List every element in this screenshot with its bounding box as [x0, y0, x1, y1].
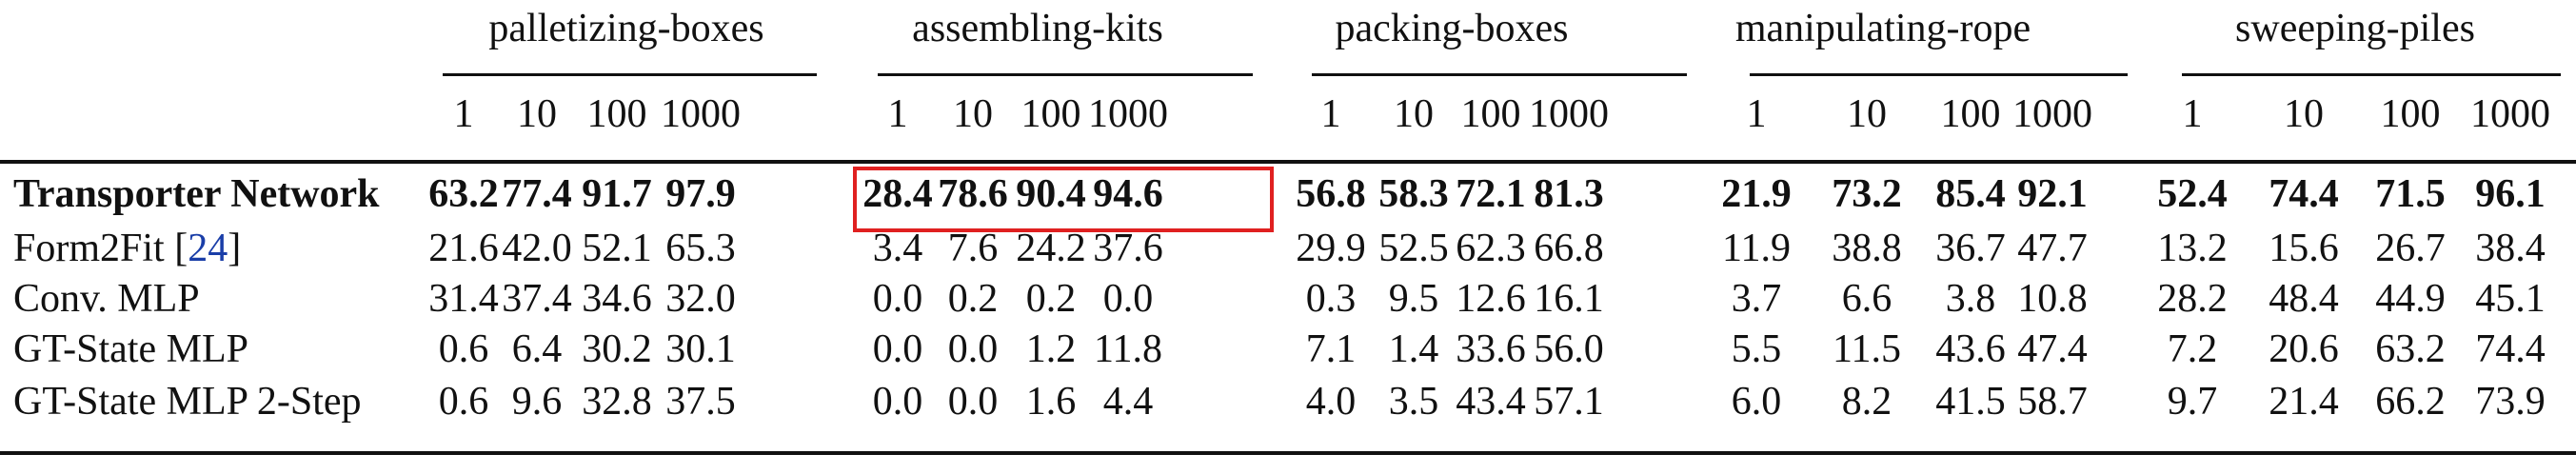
table-cell: 5.5	[1731, 327, 1782, 371]
table-cell: 6.6	[1841, 277, 1892, 321]
table-cell: 73.2	[1832, 172, 1902, 216]
table-cell: 37.6	[1093, 227, 1163, 270]
demo-count-header: 10	[1847, 92, 1887, 136]
table-cell: 26.7	[2375, 227, 2446, 270]
demo-count-header: 100	[1940, 92, 2001, 136]
table-cell: 21.9	[1721, 172, 1792, 216]
demo-count-header: 1	[1320, 92, 1341, 136]
table-cell: 20.6	[2269, 327, 2339, 371]
citation-link[interactable]: 24	[188, 227, 228, 270]
table-cell: 0.0	[1102, 277, 1154, 321]
table-cell: 9.6	[511, 380, 563, 424]
table-cell: 0.3	[1305, 277, 1357, 321]
table-cell: 3.4	[872, 227, 923, 270]
table-cell: 33.6	[1456, 327, 1526, 371]
table-cell: 57.1	[1534, 380, 1604, 424]
demo-count-header: 10	[517, 92, 557, 136]
table-cell: 7.6	[947, 227, 999, 270]
table-cell: 56.0	[1534, 327, 1604, 371]
table-cell: 38.8	[1832, 227, 1902, 270]
table-cell: 1.6	[1025, 380, 1077, 424]
demo-count-header: 10	[2284, 92, 2324, 136]
table-cell: 32.8	[582, 380, 652, 424]
demo-count-header: 1	[2182, 92, 2203, 136]
table-cell: 74.4	[2269, 172, 2339, 216]
table-cell: 32.0	[665, 277, 736, 321]
table-cell: 1.4	[1388, 327, 1439, 371]
table-cell: 72.1	[1456, 172, 1526, 216]
task-underline	[1312, 73, 1687, 76]
demo-count-header: 1	[1746, 92, 1767, 136]
method-name: Form2Fit	[13, 227, 165, 270]
table-cell: 13.2	[2157, 227, 2228, 270]
task-header: manipulating-rope	[1734, 7, 2031, 50]
table-cell: 62.3	[1456, 227, 1526, 270]
table-cell: 4.0	[1305, 380, 1357, 424]
demo-count-header: 1000	[1088, 92, 1168, 136]
table-cell: 58.3	[1378, 172, 1449, 216]
table-cell: 66.8	[1534, 227, 1604, 270]
table-cell: 28.2	[2157, 277, 2228, 321]
table-cell: 3.5	[1388, 380, 1439, 424]
demo-count-header: 100	[2380, 92, 2441, 136]
table-cell: 73.9	[2475, 380, 2546, 424]
demo-count-header: 1000	[2470, 92, 2550, 136]
table-cell: 48.4	[2269, 277, 2339, 321]
task-underline	[878, 73, 1253, 76]
table-cell: 52.4	[2157, 172, 2228, 216]
table-cell: 0.6	[438, 327, 489, 371]
table-cell: 63.2	[2375, 327, 2446, 371]
task-header: assembling-kits	[912, 7, 1163, 50]
table-cell: 43.6	[1935, 327, 2006, 371]
bottom-rule	[0, 451, 2576, 455]
table-cell: 3.8	[1945, 277, 1996, 321]
table-cell: 0.2	[1025, 277, 1077, 321]
table-cell: 12.6	[1456, 277, 1526, 321]
demo-count-header: 100	[586, 92, 647, 136]
task-underline	[2182, 73, 2561, 76]
table-cell: 41.5	[1935, 380, 2006, 424]
table-cell: 43.4	[1456, 380, 1526, 424]
table-cell: 92.1	[2017, 172, 2088, 216]
table-cell: 16.1	[1534, 277, 1604, 321]
method-label	[13, 171, 380, 217]
table-cell: 9.5	[1388, 277, 1439, 321]
table-cell: 37.5	[665, 380, 736, 424]
table-cell: 31.4	[428, 277, 499, 321]
table-cell: 30.1	[665, 327, 736, 371]
table-cell: 0.6	[438, 380, 489, 424]
task-header: sweeping-piles	[2235, 7, 2475, 50]
table-cell: 0.0	[872, 327, 923, 371]
table-cell: 6.0	[1731, 380, 1782, 424]
table-cell: 52.5	[1378, 227, 1449, 270]
table-cell: 58.7	[2017, 380, 2088, 424]
table-cell: 28.4	[862, 172, 933, 216]
table-cell: 15.6	[2269, 227, 2339, 270]
demo-count-header: 10	[1394, 92, 1434, 136]
task-header: packing-boxes	[1335, 7, 1569, 50]
table-cell: 52.1	[582, 227, 652, 270]
method-name: Conv. MLP	[13, 277, 200, 321]
task-underline	[443, 73, 817, 76]
demo-count-header: 100	[1460, 92, 1521, 136]
table-cell: 30.2	[582, 327, 652, 371]
table-cell: 8.2	[1841, 380, 1892, 424]
table-cell: 36.7	[1935, 227, 2006, 270]
table-cell: 21.6	[428, 227, 499, 270]
table-cell: 91.7	[582, 172, 652, 216]
demo-count-header: 1000	[2012, 92, 2092, 136]
demo-count-header: 1000	[1529, 92, 1609, 136]
table-cell: 71.5	[2375, 172, 2446, 216]
table-cell: 65.3	[665, 227, 736, 270]
table-cell: 0.0	[947, 380, 999, 424]
method-name: Transporter Network	[13, 172, 380, 216]
table-cell: 47.7	[2017, 227, 2088, 270]
table-cell: 47.4	[2017, 327, 2088, 371]
table-cell: 29.9	[1296, 227, 1366, 270]
table-cell: 34.6	[582, 277, 652, 321]
highlight-box	[853, 167, 1274, 232]
table-cell: 42.0	[502, 227, 572, 270]
method-label	[13, 326, 248, 372]
demo-count-header: 1	[887, 92, 908, 136]
table-cell: 90.4	[1016, 172, 1086, 216]
table-cell: 85.4	[1935, 172, 2006, 216]
table-cell: 3.7	[1731, 277, 1782, 321]
method-name: GT-State MLP 2-Step	[13, 380, 362, 424]
table-cell: 0.0	[872, 277, 923, 321]
table-cell: 63.2	[428, 172, 499, 216]
table-cell: 66.2	[2375, 380, 2446, 424]
method-label	[13, 379, 362, 425]
table-cell: 24.2	[1016, 227, 1086, 270]
table-cell: 37.4	[502, 277, 572, 321]
table-cell: 97.9	[665, 172, 736, 216]
table-cell: 0.2	[947, 277, 999, 321]
table-cell: 45.1	[2475, 277, 2546, 321]
method-name: GT-State MLP	[13, 327, 248, 371]
table-cell: 0.0	[947, 327, 999, 371]
table-cell: 4.4	[1102, 380, 1154, 424]
table-cell: 94.6	[1093, 172, 1163, 216]
table-cell: 9.7	[2167, 380, 2218, 424]
table-cell: 77.4	[502, 172, 572, 216]
method-label: Form2Fit [24]	[13, 227, 242, 270]
table-cell: 11.9	[1722, 227, 1791, 270]
demo-count-header: 100	[1020, 92, 1081, 136]
table-cell: 7.2	[2167, 327, 2218, 371]
table-cell: 96.1	[2475, 172, 2546, 216]
table-cell: 1.2	[1025, 327, 1077, 371]
table-cell: 81.3	[1534, 172, 1604, 216]
table-cell: 74.4	[2475, 327, 2546, 371]
table-cell: 38.4	[2475, 227, 2546, 270]
demo-count-header: 1000	[661, 92, 741, 136]
demo-count-header: 10	[953, 92, 993, 136]
table-cell: 10.8	[2017, 277, 2088, 321]
table-cell: 0.0	[872, 380, 923, 424]
task-underline	[1750, 73, 2128, 76]
table-cell: 11.8	[1094, 327, 1162, 371]
task-header: palletizing-boxes	[488, 7, 764, 50]
mid-rule	[0, 160, 2576, 164]
table-cell: 44.9	[2375, 277, 2446, 321]
demo-count-header: 1	[453, 92, 474, 136]
table-cell: 7.1	[1305, 327, 1357, 371]
table-cell: 11.5	[1833, 327, 1901, 371]
table-cell: 6.4	[511, 327, 563, 371]
table-cell: 21.4	[2269, 380, 2339, 424]
method-label	[13, 276, 200, 322]
table-cell: 78.6	[938, 172, 1008, 216]
table-cell: 56.8	[1296, 172, 1366, 216]
